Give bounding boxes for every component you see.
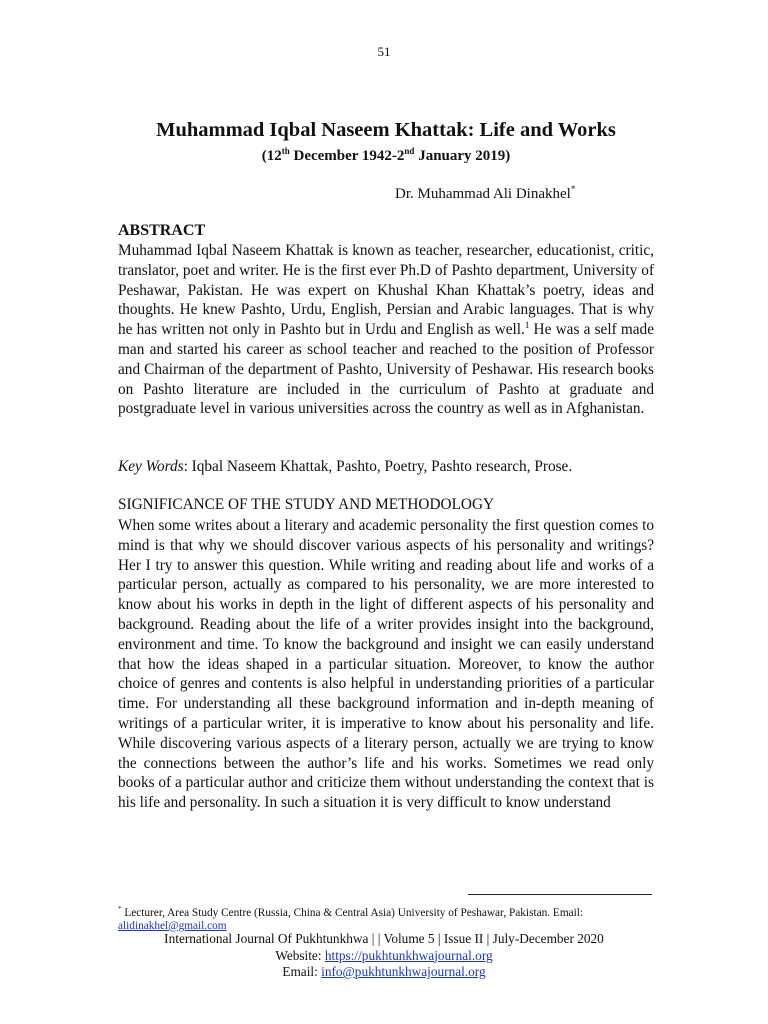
- keywords-label: Key Words: [118, 458, 184, 475]
- journal-info: International Journal Of Pukhtunkhwa | | Volume 5 | Issue II | July-December 2020: [164, 931, 604, 946]
- dates-mid: December 1942-2: [289, 148, 405, 164]
- life-dates: [116, 146, 656, 165]
- abstract-text-part2: He was a self made man and started his career as school teacher and reached to the position of Professor and Chairman of the department of Pashto, University of Peshawar. His research books on Pashto literature are included in the curriculum of Pashto at graduate and postgraduate level in various universities across the country as well as in Afghanistan.: [118, 321, 655, 418]
- dates-sup-nd: nd: [404, 146, 415, 156]
- footnote-divider: [468, 894, 652, 895]
- author-name: Dr. Muhammad Ali Dinakhel: [395, 186, 571, 202]
- author-footnote-mark[interactable]: *: [570, 184, 576, 194]
- dates-close: January 2019): [414, 148, 511, 164]
- email-line: [0, 964, 768, 981]
- footnote-ref-1[interactable]: 1: [524, 320, 530, 331]
- keywords-text: : Iqbal Naseem Khattak, Pashto, Poetry, Pashto research, Prose.: [183, 458, 573, 475]
- journal-footer: [0, 931, 768, 981]
- page-number: 51: [377, 44, 391, 59]
- dates-open: (12: [261, 148, 282, 164]
- footnote-mark: *: [118, 905, 122, 913]
- footnote-text: Lecturer, Area Study Centre (Russia, China & Central Asia) University of Peshawar, Pakistan. Email:: [121, 906, 584, 919]
- significance-text: When some writes about a literary and academic personality the first question comes to mind is that why we should discover various aspects of his personality and writings? Her I try to answer this question. While writing and reading about life and works of a particular person, actually as compared to his personality, we are more interested to know about his works in depth in the light of different aspects of his personality and background. Reading about the life of a writer provides insight into the background, environment and time. To know the background and insight we can easily understand that how the ideas shaped in a particular situation. Moreover, to know the author choice of genres and contents is also helpful in understanding priorities of a particular time. For understanding all these background information and in-depth meaning of writings of a particular writer, it is imperative to know about his personality and life. While discovering various aspects of a literary person, actually we are trying to know the connections between the author’s life and his works. Sometimes we read only books of a particular author and criticize them without understanding the context that is his life and personality. In such a situation it is very difficult to know understand: [118, 517, 654, 812]
- abstract-text-part1: Muhammad Iqbal Naseem Khattak is known as teacher, researcher, educationist, critic, translator, poet and writer. He is the first ever Ph.D of Pashto department, University of Peshawar, Pakistan. He was expert on Khushal Khan Khattak’s poetry, ideas and thoughts. He knew Pashto, Urdu, English, Persian and Arabic languages. That is why he has written not only in Pashto but in Urdu and English as well.: [118, 242, 654, 339]
- email-link[interactable]: info@pukhtunkhwajournal.org: [321, 964, 486, 979]
- website-link[interactable]: https://pukhtunkhwajournal.org: [324, 947, 493, 963]
- website-line: [0, 948, 768, 965]
- email-label: Email:: [282, 964, 322, 979]
- article-title: Muhammad Iqbal Naseem Khattak: Life and Works: [156, 119, 616, 141]
- keywords: [118, 458, 678, 476]
- section-heading-significance: SIGNIFICANCE OF THE STUDY AND METHODOLOGY: [118, 496, 495, 513]
- footnote-email-link[interactable]: alidinakhel@gmail.com: [118, 919, 227, 932]
- footnote: [118, 903, 658, 933]
- dates-sup-th: th: [281, 146, 290, 156]
- abstract-heading: ABSTRACT: [118, 222, 206, 239]
- abstract-text: [118, 241, 654, 458]
- website-label: Website:: [275, 947, 325, 963]
- author-byline: [395, 184, 575, 203]
